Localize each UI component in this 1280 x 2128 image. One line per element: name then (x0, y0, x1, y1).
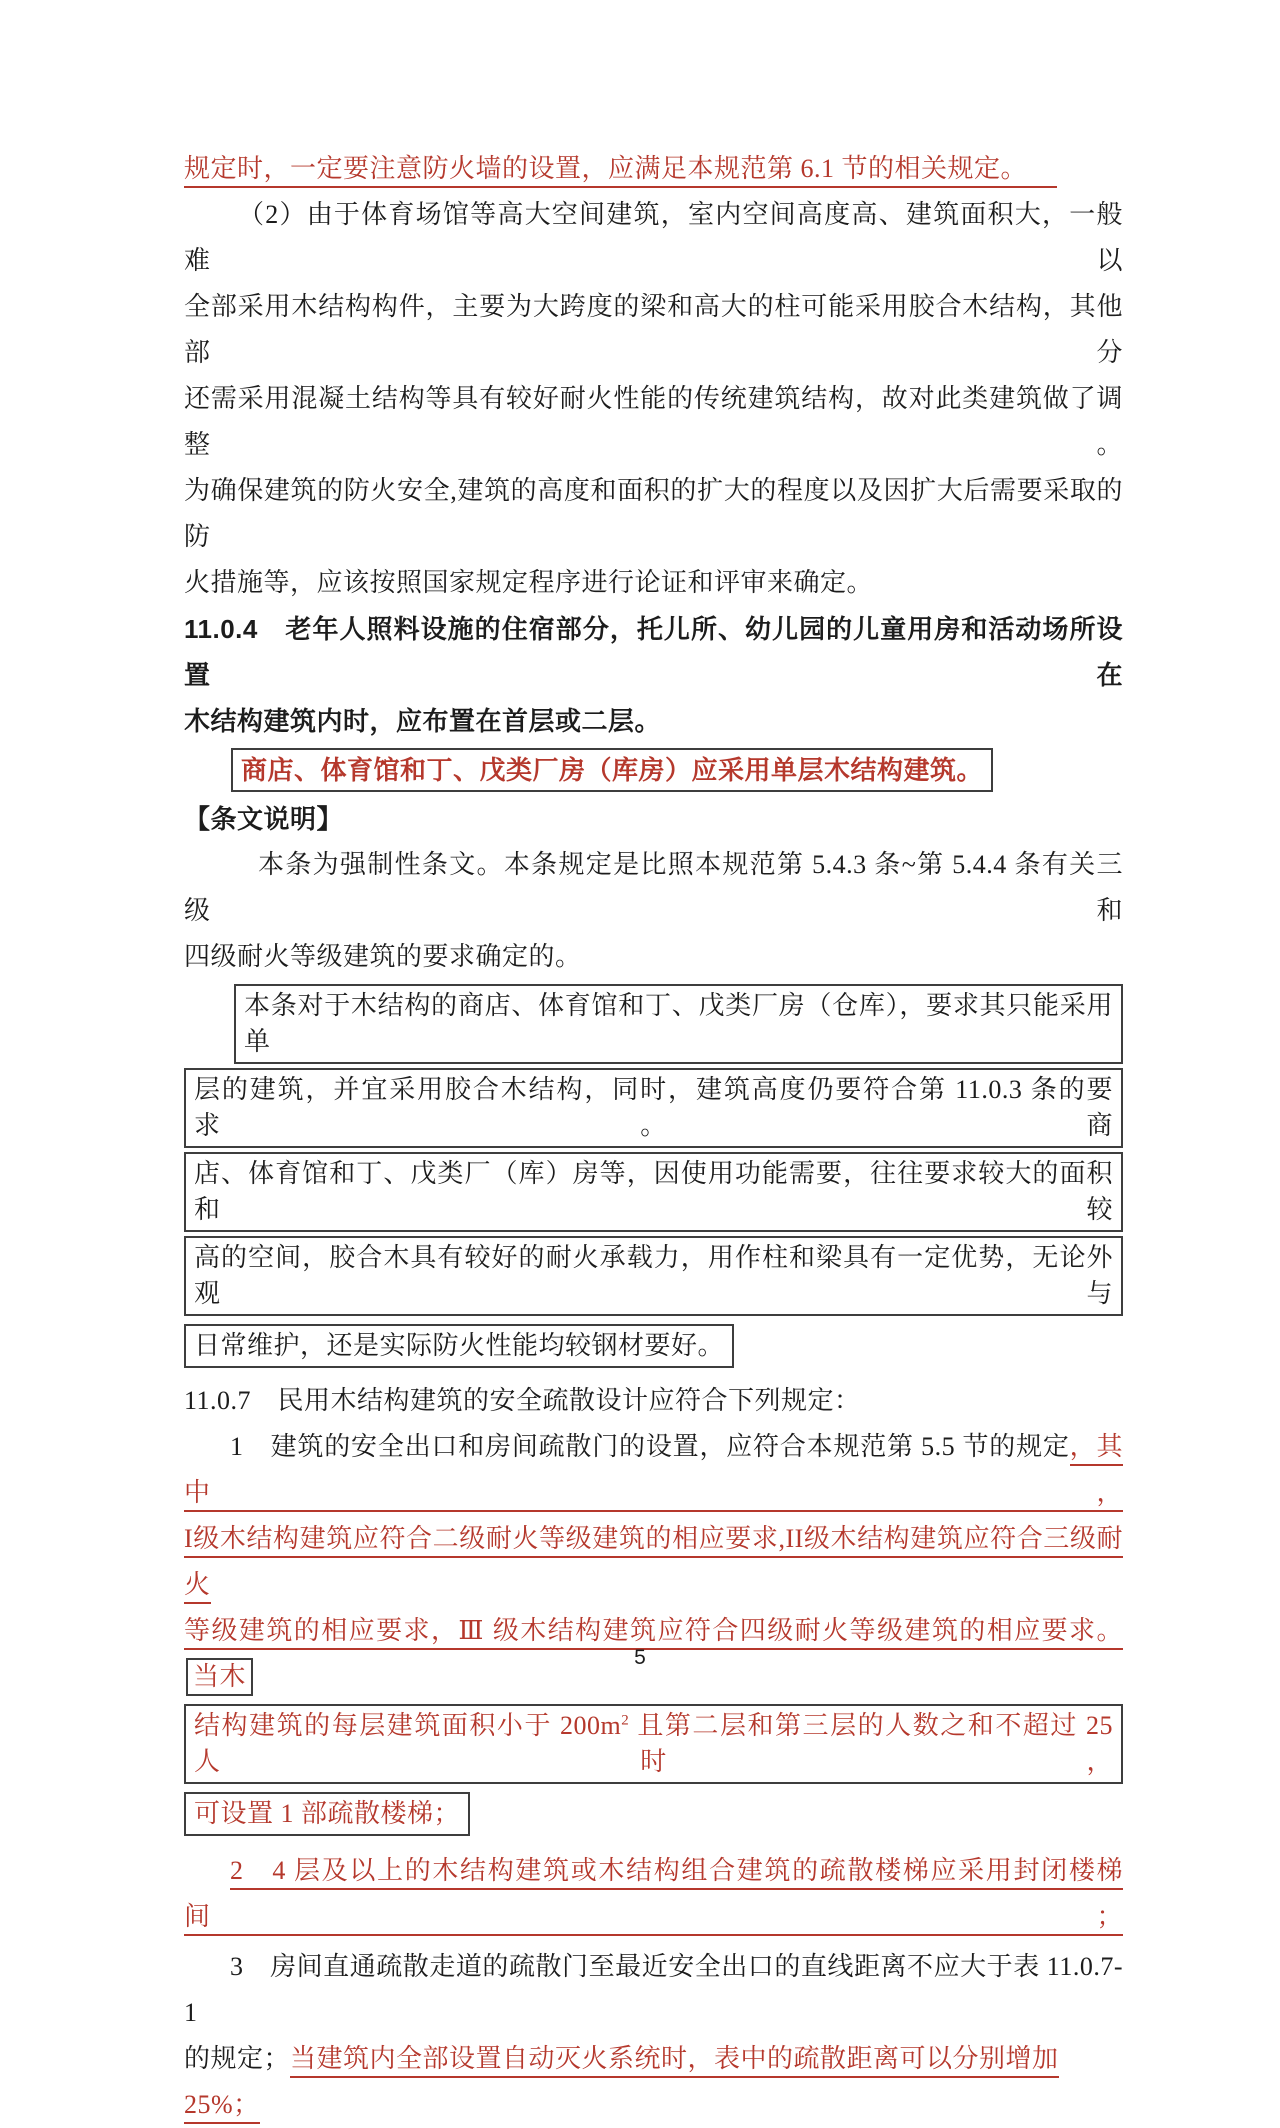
text-segment: 当建筑内全部设置自动灭火系统时，表中的疏散距离可以分别增加 25%； (184, 2044, 1059, 2124)
text-line-20 (184, 1516, 1123, 1608)
text-line-24 (184, 1848, 1123, 1940)
text-segment: 2 4 层及以上的木结构建筑或木结构组合建筑的疏散楼梯应采用封闭楼梯间； (184, 1856, 1123, 1936)
text-line-6 (184, 560, 1123, 606)
text-segment: 2 (621, 1712, 630, 1729)
text-segment: 11.0.7 民用木结构建筑的安全疏散设计应符合下列规定： (184, 1386, 861, 1415)
text-line-5 (184, 468, 1123, 560)
text-segment: 火措施等，应该按照国家规定程序进行论证和评审来确定。 (184, 568, 874, 597)
text-line-18 (184, 1378, 1123, 1424)
text-line-17 (184, 1324, 734, 1368)
text-segment: 【条文说明】 (184, 804, 344, 834)
text-segment: 11.0.4 老年人照料设施的住宿部分，托儿所、幼儿园的儿童用房和活动场所设置在 (184, 614, 1123, 690)
text-line-7 (184, 606, 1123, 698)
text-line-13 (234, 984, 1123, 1064)
text-segment: 可设置 1 部疏散楼梯； (194, 1799, 461, 1828)
text-segment: 店、体育馆和丁、戊类厂（库）房等，因使用功能需要，往往要求较大的面积和较 (194, 1159, 1113, 1224)
text-segment: 本条对于木结构的商店、体育馆和丁、戊类厂房（仓库），要求其只能采用单 (244, 991, 1113, 1056)
text-line-3 (184, 284, 1123, 376)
text-segment: 等级建筑的相应要求，Ⅲ 级木结构建筑应符合四级耐火等级建筑的相应要求。 (184, 1616, 1123, 1650)
text-segment: 且第二层和第三层的人数之和不超过 25 人时， (194, 1711, 1113, 1776)
text-line-8 (184, 698, 1123, 744)
text-segment: 木结构建筑内时，应布置在首层或二层。 (184, 706, 662, 736)
text-line-9 (231, 748, 993, 792)
text-line-14 (184, 1068, 1123, 1148)
text-segment: 全部采用木结构构件，主要为大跨度的梁和高大的柱可能采用胶合木结构，其他部分 (184, 292, 1123, 367)
text-line-19 (184, 1424, 1123, 1516)
text-segment: 的规定； (184, 2044, 291, 2073)
text-segment: 3 房间直通疏散走道的疏散门至最近安全出口的直线距离不应大于表 11.0.7-1 (184, 1952, 1123, 2027)
text-segment: 层的建筑，并宜采用胶合木结构，同时，建筑高度仍要符合第 11.0.3 条的要求。商 (194, 1075, 1113, 1140)
text-line-2 (184, 192, 1123, 284)
page-number: 5 (634, 1646, 646, 1669)
text-segment: 1 建筑的安全出口和房间疏散门的设置，应符合本规范第 5.5 节的规定 (230, 1432, 1070, 1461)
text-line-23 (184, 1792, 470, 1836)
text-line-26 (184, 2036, 1123, 2128)
text-line-1 (184, 146, 1123, 192)
text-segment: 规定时，一定要注意防火墙的设置，应满足本规范第 6.1 节的相关规定。 (184, 154, 1057, 188)
text-line-10 (184, 796, 1123, 842)
text-segment: 高的空间，胶合木具有较好的耐火承载力，用作柱和梁具有一定优势，无论外观与 (194, 1243, 1113, 1308)
text-segment: 本条为强制性条文。本条规定是比照本规范第 5.4.3 条~第 5.4.4 条有关三级和 (184, 850, 1123, 925)
text-line-11 (184, 842, 1123, 934)
boxed-insert-text: 当木 (186, 1658, 253, 1696)
document-content (184, 146, 1123, 2128)
text-line-12 (184, 934, 1123, 980)
text-segment: 还需采用混凝土结构等具有较好耐火性能的传统建筑结构，故对此类建筑做了调整。 (184, 384, 1123, 459)
text-segment: 四级耐火等级建筑的要求确定的。 (184, 942, 582, 971)
text-segment: 结构建筑的每层建筑面积小于 200m (194, 1711, 622, 1740)
text-line-16 (184, 1236, 1123, 1316)
text-segment: 为确保建筑的防火安全,建筑的高度和面积的扩大的程度以及因扩大后需要采取的防 (184, 476, 1123, 551)
text-segment: 日常维护，还是实际防火性能均较钢材要好。 (194, 1331, 725, 1360)
text-line-4 (184, 376, 1123, 468)
text-line-22 (184, 1704, 1123, 1784)
text-segment: I级木结构建筑应符合二级耐火等级建筑的相应要求,II级木结构建筑应符合三级耐火 (184, 1524, 1123, 1604)
text-segment: 商店、体育馆和丁、戊类厂房（库房）应采用单层木结构建筑。 (241, 755, 984, 785)
text-line-25 (184, 1944, 1123, 2036)
text-segment: （2）由于体育场馆等高大空间建筑，室内空间高度高、建筑面积大，一般难以 (184, 200, 1123, 275)
text-segment: ，其中， (184, 1432, 1123, 1512)
text-line-15 (184, 1152, 1123, 1232)
